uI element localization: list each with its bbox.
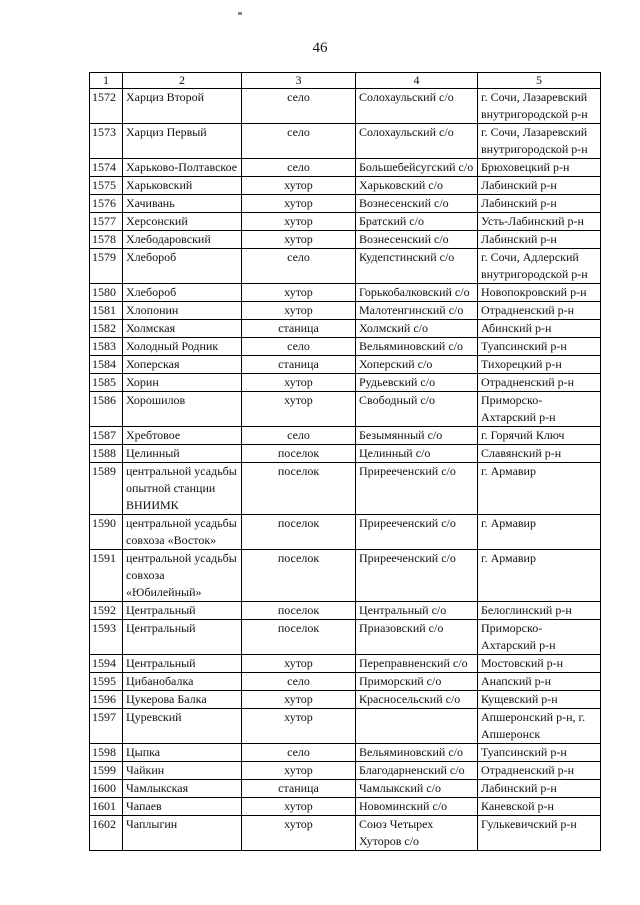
district-cell: Гулькевичский р-н xyxy=(478,816,601,851)
row-number-cell: 1594 xyxy=(90,655,123,673)
settlement-type-cell: хутор xyxy=(242,816,356,851)
row-number-cell: 1579 xyxy=(90,249,123,284)
row-number-cell: 1597 xyxy=(90,709,123,744)
row-number-cell: 1589 xyxy=(90,463,123,515)
rural-district-cell: Союз Четырех Хуторов с/о xyxy=(356,816,478,851)
row-number-cell: 1596 xyxy=(90,691,123,709)
table-row xyxy=(90,445,601,463)
table-row xyxy=(90,284,601,302)
district-cell: Туапсинский р-н xyxy=(478,338,601,356)
table-row xyxy=(90,159,601,177)
settlement-type-cell: село xyxy=(242,744,356,762)
rural-district-cell: Красносельский с/о xyxy=(356,691,478,709)
settlement-type-cell: хутор xyxy=(242,195,356,213)
rural-district-cell: Солохаульский с/о xyxy=(356,124,478,159)
settlement-name-cell: Хлопонин xyxy=(123,302,242,320)
table-row xyxy=(90,798,601,816)
settlement-type-cell: хутор xyxy=(242,231,356,249)
row-number-cell: 1591 xyxy=(90,550,123,602)
column-header: 5 xyxy=(478,73,601,89)
settlement-name-cell: Чаплыгин xyxy=(123,816,242,851)
rural-district-cell: Малотенгинский с/о xyxy=(356,302,478,320)
settlement-name-cell: Хлебодаровский xyxy=(123,231,242,249)
scan-mark xyxy=(238,12,242,15)
settlement-name-cell: Хорошилов xyxy=(123,392,242,427)
settlement-type-cell: хутор xyxy=(242,655,356,673)
settlement-type-cell: поселок xyxy=(242,515,356,550)
table-row xyxy=(90,320,601,338)
table-row xyxy=(90,816,601,851)
rural-district-cell: Переправненский с/о xyxy=(356,655,478,673)
rural-district-cell: Солохаульский с/о xyxy=(356,89,478,124)
settlement-name-cell: Цибанобалка xyxy=(123,673,242,691)
settlement-name-cell: Центральный xyxy=(123,602,242,620)
district-cell: Абинский р-н xyxy=(478,320,601,338)
district-cell: Усть-Лабинский р-н xyxy=(478,213,601,231)
settlement-type-cell: село xyxy=(242,249,356,284)
settlement-name-cell: центральной усадьбы совхоза «Восток» xyxy=(123,515,242,550)
district-cell: Отрадненский р-н xyxy=(478,374,601,392)
settlement-name-cell: Хребтовое xyxy=(123,427,242,445)
settlement-type-cell: село xyxy=(242,89,356,124)
district-cell: Тихорецкий р-н xyxy=(478,356,601,374)
district-cell: г. Сочи, Лазаревский внутригородской р-н xyxy=(478,124,601,159)
table-row xyxy=(90,177,601,195)
settlement-name-cell: Хорин xyxy=(123,374,242,392)
settlement-type-cell: село xyxy=(242,338,356,356)
table-row xyxy=(90,780,601,798)
row-number-cell: 1586 xyxy=(90,392,123,427)
rural-district-cell: Чамлыкский с/о xyxy=(356,780,478,798)
row-number-cell: 1601 xyxy=(90,798,123,816)
settlement-type-cell: поселок xyxy=(242,620,356,655)
table-row xyxy=(90,89,601,124)
table-body xyxy=(90,89,601,851)
rural-district-cell: Горькобалковский с/о xyxy=(356,284,478,302)
district-cell: Новопокровский р-н xyxy=(478,284,601,302)
settlement-name-cell: Харьковский xyxy=(123,177,242,195)
table-row xyxy=(90,356,601,374)
rural-district-cell: Свободный с/о xyxy=(356,392,478,427)
table-row xyxy=(90,427,601,445)
district-cell: Белоглинский р-н xyxy=(478,602,601,620)
row-number-cell: 1598 xyxy=(90,744,123,762)
row-number-cell: 1578 xyxy=(90,231,123,249)
row-number-cell: 1592 xyxy=(90,602,123,620)
table-row xyxy=(90,602,601,620)
district-cell: Лабинский р-н xyxy=(478,177,601,195)
district-cell: Отрадненский р-н xyxy=(478,302,601,320)
rural-district-cell: Центральный с/о xyxy=(356,602,478,620)
settlement-type-cell: хутор xyxy=(242,762,356,780)
settlement-type-cell: хутор xyxy=(242,213,356,231)
table-row xyxy=(90,213,601,231)
settlement-name-cell: центральной усадьбы совхоза «Юбилейный» xyxy=(123,550,242,602)
row-number-cell: 1590 xyxy=(90,515,123,550)
rural-district-cell: Большебейсугский с/о xyxy=(356,159,478,177)
rural-district-cell: Новоминский с/о xyxy=(356,798,478,816)
settlement-type-cell: хутор xyxy=(242,177,356,195)
settlement-type-cell: поселок xyxy=(242,463,356,515)
table-row xyxy=(90,744,601,762)
settlement-name-cell: Чапаев xyxy=(123,798,242,816)
table-row xyxy=(90,709,601,744)
row-number-cell: 1582 xyxy=(90,320,123,338)
district-cell: Славянский р-н xyxy=(478,445,601,463)
rural-district-cell: Приморский с/о xyxy=(356,673,478,691)
table-row xyxy=(90,550,601,602)
rural-district-cell: Целинный с/о xyxy=(356,445,478,463)
table-row xyxy=(90,515,601,550)
settlement-name-cell: Чайкин xyxy=(123,762,242,780)
settlement-name-cell: Центральный xyxy=(123,620,242,655)
settlement-type-cell: село xyxy=(242,673,356,691)
settlement-type-cell: станица xyxy=(242,356,356,374)
row-number-cell: 1574 xyxy=(90,159,123,177)
district-cell: Лабинский р-н xyxy=(478,195,601,213)
district-cell: Мостовский р-н xyxy=(478,655,601,673)
settlement-name-cell: Цыпка xyxy=(123,744,242,762)
settlement-name-cell: Харьково-Полтавское xyxy=(123,159,242,177)
rural-district-cell: Благодарненский с/о xyxy=(356,762,478,780)
settlement-type-cell: хутор xyxy=(242,709,356,744)
rural-district-cell: Вознесенский с/о xyxy=(356,195,478,213)
district-cell: г. Армавир xyxy=(478,463,601,515)
settlement-type-cell: поселок xyxy=(242,445,356,463)
settlement-name-cell: центральной усадьбы опытной станции ВНИИМК xyxy=(123,463,242,515)
row-number-cell: 1585 xyxy=(90,374,123,392)
settlement-name-cell: Харциз Первый xyxy=(123,124,242,159)
rural-district-cell: Приазовский с/о xyxy=(356,620,478,655)
row-number-cell: 1600 xyxy=(90,780,123,798)
settlement-type-cell: село xyxy=(242,159,356,177)
row-number-cell: 1577 xyxy=(90,213,123,231)
district-cell: Кущевский р-н xyxy=(478,691,601,709)
district-cell: Лабинский р-н xyxy=(478,231,601,249)
row-number-cell: 1584 xyxy=(90,356,123,374)
table-row xyxy=(90,463,601,515)
table-row xyxy=(90,338,601,356)
rural-district-cell: Холмский с/о xyxy=(356,320,478,338)
column-header: 2 xyxy=(123,73,242,89)
rural-district-cell: Харьковский с/о xyxy=(356,177,478,195)
column-header: 3 xyxy=(242,73,356,89)
settlement-name-cell: Хоперская xyxy=(123,356,242,374)
row-number-cell: 1573 xyxy=(90,124,123,159)
settlement-type-cell: хутор xyxy=(242,691,356,709)
row-number-cell: 1599 xyxy=(90,762,123,780)
rural-district-cell: Прирееченский с/о xyxy=(356,550,478,602)
rural-district-cell: Вознесенский с/о xyxy=(356,231,478,249)
settlement-name-cell: Центральный xyxy=(123,655,242,673)
table-row xyxy=(90,392,601,427)
settlement-type-cell: хутор xyxy=(242,374,356,392)
rural-district-cell: Безымянный с/о xyxy=(356,427,478,445)
table-row xyxy=(90,374,601,392)
settlement-name-cell: Цукерова Балка xyxy=(123,691,242,709)
column-header: 4 xyxy=(356,73,478,89)
district-cell: Анапский р-н xyxy=(478,673,601,691)
settlement-name-cell: Хлебороб xyxy=(123,249,242,284)
settlement-type-cell: село xyxy=(242,427,356,445)
settlement-type-cell: поселок xyxy=(242,602,356,620)
row-number-cell: 1575 xyxy=(90,177,123,195)
district-cell: Брюховецкий р-н xyxy=(478,159,601,177)
settlement-name-cell: Холодный Родник xyxy=(123,338,242,356)
table-row xyxy=(90,249,601,284)
rural-district-cell: Прирееченский с/о xyxy=(356,515,478,550)
district-cell: Апшеронский р-н, г. Апшеронск xyxy=(478,709,601,744)
table-row xyxy=(90,195,601,213)
settlement-type-cell: село xyxy=(242,124,356,159)
table-row xyxy=(90,762,601,780)
row-number-cell: 1572 xyxy=(90,89,123,124)
settlement-type-cell: хутор xyxy=(242,284,356,302)
settlement-name-cell: Целинный xyxy=(123,445,242,463)
row-number-cell: 1593 xyxy=(90,620,123,655)
rural-district-cell: Рудьевский с/о xyxy=(356,374,478,392)
settlement-type-cell: поселок xyxy=(242,550,356,602)
rural-district-cell xyxy=(356,709,478,744)
district-cell: г. Сочи, Лазаревский внутригородской р-н xyxy=(478,89,601,124)
rural-district-cell: Прирееченский с/о xyxy=(356,463,478,515)
row-number-cell: 1576 xyxy=(90,195,123,213)
table-row xyxy=(90,302,601,320)
table-row xyxy=(90,124,601,159)
district-cell: г. Армавир xyxy=(478,550,601,602)
table-row xyxy=(90,673,601,691)
settlement-name-cell: Цуревский xyxy=(123,709,242,744)
row-number-cell: 1581 xyxy=(90,302,123,320)
district-cell: г. Сочи, Адлерский внутригородской р-н xyxy=(478,249,601,284)
table-row xyxy=(90,655,601,673)
settlement-name-cell: Холмская xyxy=(123,320,242,338)
settlement-name-cell: Харциз Второй xyxy=(123,89,242,124)
settlement-name-cell: Хлебороб xyxy=(123,284,242,302)
column-header: 1 xyxy=(90,73,123,89)
district-cell: Приморско-Ахтарский р-н xyxy=(478,392,601,427)
row-number-cell: 1602 xyxy=(90,816,123,851)
page-number: 46 xyxy=(312,40,328,56)
district-cell: г. Горячий Ключ xyxy=(478,427,601,445)
rural-district-cell: Кудепстинский с/о xyxy=(356,249,478,284)
district-cell: Лабинский р-н xyxy=(478,780,601,798)
district-cell: Каневской р-н xyxy=(478,798,601,816)
row-number-cell: 1588 xyxy=(90,445,123,463)
table-header-row xyxy=(90,73,601,89)
district-cell: Отрадненский р-н xyxy=(478,762,601,780)
table-row xyxy=(90,620,601,655)
row-number-cell: 1595 xyxy=(90,673,123,691)
district-cell: г. Армавир xyxy=(478,515,601,550)
settlements-table xyxy=(89,72,601,851)
settlement-type-cell: станица xyxy=(242,780,356,798)
table-row xyxy=(90,691,601,709)
rural-district-cell: Хоперский с/о xyxy=(356,356,478,374)
row-number-cell: 1580 xyxy=(90,284,123,302)
table-row xyxy=(90,231,601,249)
district-cell: Туапсинский р-н xyxy=(478,744,601,762)
settlement-type-cell: хутор xyxy=(242,302,356,320)
row-number-cell: 1587 xyxy=(90,427,123,445)
row-number-cell: 1583 xyxy=(90,338,123,356)
settlement-name-cell: Чамлыкская xyxy=(123,780,242,798)
rural-district-cell: Вельяминовский с/о xyxy=(356,744,478,762)
rural-district-cell: Братский с/о xyxy=(356,213,478,231)
settlement-name-cell: Херсонский xyxy=(123,213,242,231)
settlement-type-cell: хутор xyxy=(242,392,356,427)
district-cell: Приморско-Ахтарский р-н xyxy=(478,620,601,655)
settlement-type-cell: хутор xyxy=(242,798,356,816)
rural-district-cell: Вельяминовский с/о xyxy=(356,338,478,356)
settlement-type-cell: станица xyxy=(242,320,356,338)
settlement-name-cell: Хачивань xyxy=(123,195,242,213)
